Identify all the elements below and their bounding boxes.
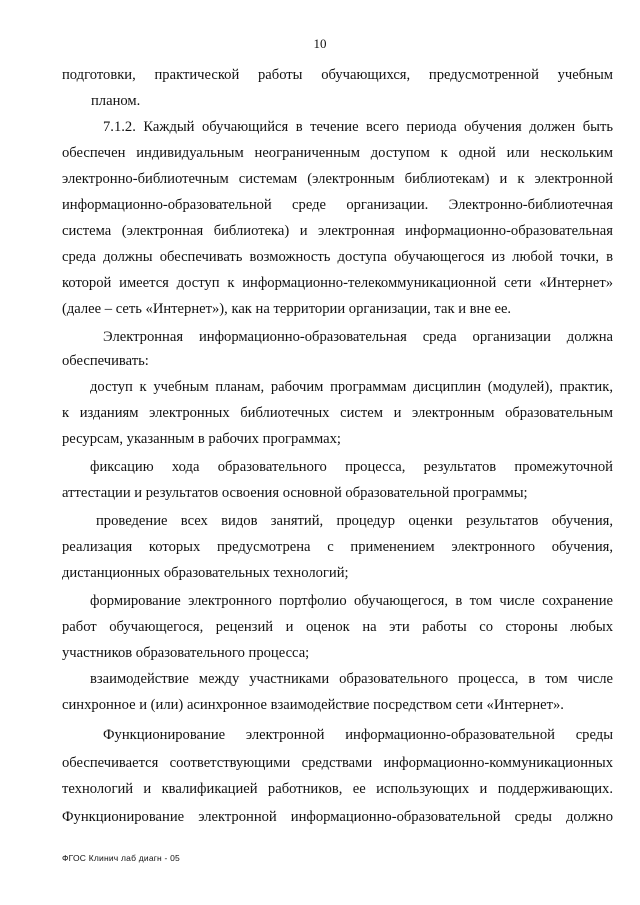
text-line: участников образовательного процесса;: [62, 645, 310, 661]
text-line: 7.1.2. Каждый обучающийся в течение всего периода обучения должен быть: [103, 119, 613, 135]
text-line: Функционирование электронной информационно-образовательной среды должно: [62, 809, 613, 825]
text-line: проведение всех видов занятий, процедур оценки результатов обучения,: [96, 513, 613, 529]
text-line: обеспечивать:: [62, 353, 149, 369]
text-line: обеспечивается соответствующими средствами информационно-коммуникационных: [62, 755, 613, 771]
text-line: аттестации и результатов освоения основной образовательной программы;: [62, 485, 528, 501]
text-line: дистанционных образовательных технологий;: [62, 565, 349, 581]
text-line: Функционирование электронной информационно-образовательной среды: [103, 727, 613, 743]
text-line: которой имеется доступ к информационно-телекоммуникационной сети «Интернет»: [62, 275, 613, 291]
text-line: подготовки, практической работы обучающихся, предусмотренной учебным: [62, 67, 613, 83]
text-line: работ обучающегося, рецензий и оценок на эти работы со стороны любых: [62, 619, 613, 635]
page-number: 10: [313, 36, 327, 51]
text-line: ресурсам, указанным в рабочих программах;: [62, 431, 341, 447]
text-line: планом.: [91, 93, 141, 109]
text-line: технологий и квалификацией работников, ее использующих и поддерживающих.: [62, 781, 613, 797]
text-line: фиксацию хода образовательного процесса, результатов промежуточной: [90, 459, 613, 475]
text-line: взаимодействие между участниками образовательного процесса, в том числе: [90, 671, 613, 687]
text-line: формирование электронного портфолио обучающегося, в том числе сохранение: [90, 593, 613, 609]
text-line: доступ к учебным планам, рабочим программам дисциплин (модулей), практик,: [90, 379, 613, 395]
footer-label: ФГОС Клинич лаб диагн - 05: [62, 853, 180, 863]
text-line: обеспечен индивидуальным неограниченным доступом к одной или нескольким: [62, 145, 613, 161]
text-line: синхронное и (или) асинхронное взаимодействие посредством сети «Интернет».: [62, 697, 564, 713]
text-line: информационно-образовательной среде организации. Электронно-библиотечная: [62, 197, 613, 213]
text-line: Электронная информационно-образовательная среда организации должна: [103, 329, 613, 345]
text-line: система (электронная библиотека) и электронная информационно-образовательная: [62, 223, 613, 239]
text-line: к изданиям электронных библиотечных систем и электронным образовательным: [62, 405, 613, 421]
text-line: (далее – сеть «Интернет»), как на территории организации, так и вне ее.: [62, 301, 512, 317]
text-line: реализация которых предусмотрена с применением электронного обучения,: [62, 539, 613, 555]
text-line: среда должны обеспечивать возможность доступа обучающегося из любой точки, в: [62, 249, 613, 265]
text-line: электронно-библиотечным системам (электронным библиотекам) и к электронной: [62, 171, 613, 187]
